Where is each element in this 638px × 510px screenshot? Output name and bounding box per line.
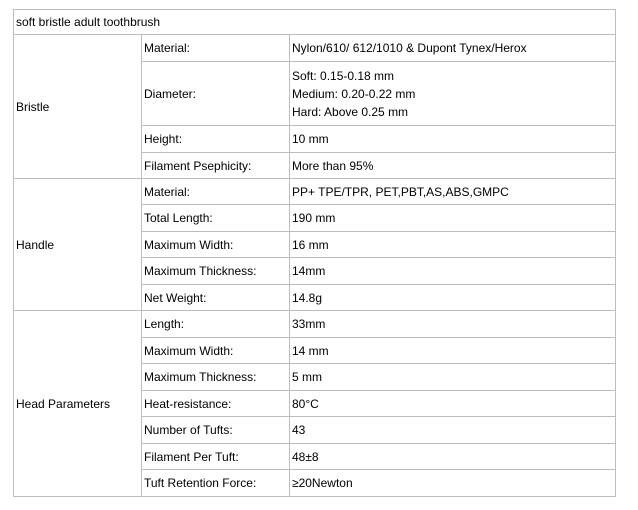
param-value: 14.8g bbox=[290, 285, 616, 311]
param-value: 80°C bbox=[290, 391, 616, 417]
param-label: Heat-resistance: bbox=[142, 391, 290, 417]
param-label: Maximum Width: bbox=[142, 338, 290, 364]
param-label: Maximum Thickness: bbox=[142, 258, 290, 285]
param-label: Net Weight: bbox=[142, 285, 290, 311]
param-label: Material: bbox=[142, 35, 290, 62]
param-value bbox=[290, 62, 616, 126]
param-label: Maximum Thickness: bbox=[142, 364, 290, 391]
table-title: soft bristle adult toothbrush bbox=[14, 10, 616, 35]
param-label: Filament Per Tuft: bbox=[142, 444, 290, 470]
param-value: ≥20Newton bbox=[290, 470, 616, 497]
table-row bbox=[14, 179, 616, 205]
table-row bbox=[14, 35, 616, 62]
param-value: 14mm bbox=[290, 258, 616, 285]
param-value: More than 95% bbox=[290, 153, 616, 179]
param-label: Diameter: bbox=[142, 62, 290, 126]
param-label: Total Length: bbox=[142, 205, 290, 232]
param-value: 43 bbox=[290, 417, 616, 444]
param-value: PP+ TPE/TPR, PET,PBT,AS,ABS,GMPC bbox=[290, 179, 616, 205]
param-label: Number of Tufts: bbox=[142, 417, 290, 444]
param-value: 14 mm bbox=[290, 338, 616, 364]
diameter-medium: Medium: 0.20-0.22 mm bbox=[292, 86, 416, 101]
param-label: Filament Psephicity: bbox=[142, 153, 290, 179]
param-label: Material: bbox=[142, 179, 290, 205]
param-value: 48±8 bbox=[290, 444, 616, 470]
param-label: Length: bbox=[142, 311, 290, 338]
diameter-soft: Soft: 0.15-0.18 mm bbox=[292, 68, 395, 83]
param-value: Nylon/610/ 612/1010 & Dupont Tynex/Herox bbox=[290, 35, 616, 62]
param-label: Tuft Retention Force: bbox=[142, 470, 290, 497]
diameter-hard: Hard: Above 0.25 mm bbox=[292, 104, 409, 119]
table-row bbox=[14, 311, 616, 338]
param-label: Height: bbox=[142, 126, 290, 153]
param-value: 10 mm bbox=[290, 126, 616, 153]
table-title-row bbox=[14, 10, 616, 35]
param-value: 190 mm bbox=[290, 205, 616, 232]
group-label-head: Head Parameters bbox=[14, 311, 142, 497]
param-label: Maximum Width: bbox=[142, 232, 290, 258]
group-label-bristle: Bristle bbox=[14, 35, 142, 179]
param-value: 16 mm bbox=[290, 232, 616, 258]
param-value: 5 mm bbox=[290, 364, 616, 391]
group-label-handle: Handle bbox=[14, 179, 142, 311]
spec-table bbox=[13, 9, 616, 497]
param-value: 33mm bbox=[290, 311, 616, 338]
